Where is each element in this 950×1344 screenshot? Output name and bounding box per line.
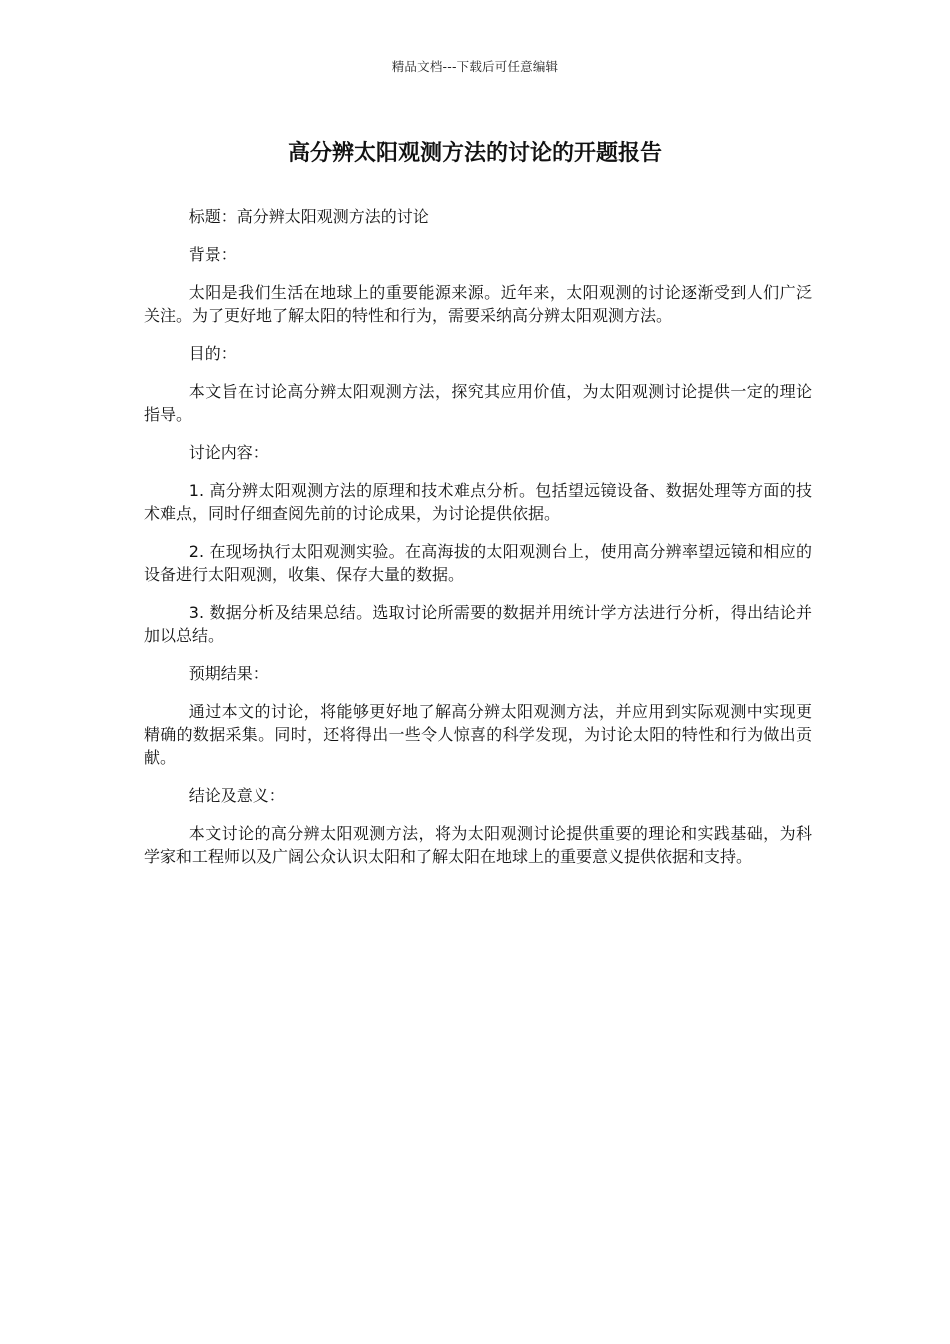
paragraph-background: 太阳是我们生活在地球上的重要能源来源。近年来，太阳观测的讨论逐渐受到人们广泛关注。为了更好地了解太阳的特性和行为，需要采纳高分辨太阳观测方法。 [144,283,812,325]
section-label-conclusion: 结论及意义： [188,786,285,805]
header-note: 精品文档---下载后可任意编辑 [391,59,559,74]
paragraph-expected-results: 通过本文的讨论，将能够更好地了解高分辨太阳观测方法，并应用到实际观测中实现更精确的数据采集。同时，还将得出一些令人惊喜的科学发现，为讨论太阳的特性和行为做出贡献。 [144,702,812,767]
section-label-purpose: 目的： [188,344,237,363]
list-item-content-1: 1. 高分辨太阳观测方法的原理和技术难点分析。包括望远镜设备、数据处理等方面的技术难点，同时仔细查阅先前的讨论成果，为讨论提供依据。 [144,481,812,523]
document-title: 高分辨太阳观测方法的讨论的开题报告 [287,141,662,166]
paragraph-purpose: 本文旨在讨论高分辨太阳观测方法，探究其应用价值，为太阳观测讨论提供一定的理论指导。 [144,382,812,424]
list-item-content-2: 2. 在现场执行太阳观测实验。在高海拔的太阳观测台上，使用高分辨率望远镜和相应的设备进行太阳观测，收集、保存大量的数据。 [144,542,812,584]
paragraph-conclusion: 本文讨论的高分辨太阳观测方法，将为太阳观测讨论提供重要的理论和实践基础，为科学家和工程师以及广阔公众认识太阳和了解太阳在地球上的重要意义提供依据和支持。 [144,824,812,866]
section-label-content: 讨论内容： [188,443,269,462]
title-line: 标题：高分辨太阳观测方法的讨论 [188,207,429,226]
document-body [144,205,812,883]
section-label-expected-results: 预期结果： [188,664,269,683]
section-label-background: 背景： [188,245,237,264]
list-item-content-3: 3. 数据分析及结果总结。选取讨论所需要的数据并用统计学方法进行分析，得出结论并加以总结。 [144,603,812,645]
